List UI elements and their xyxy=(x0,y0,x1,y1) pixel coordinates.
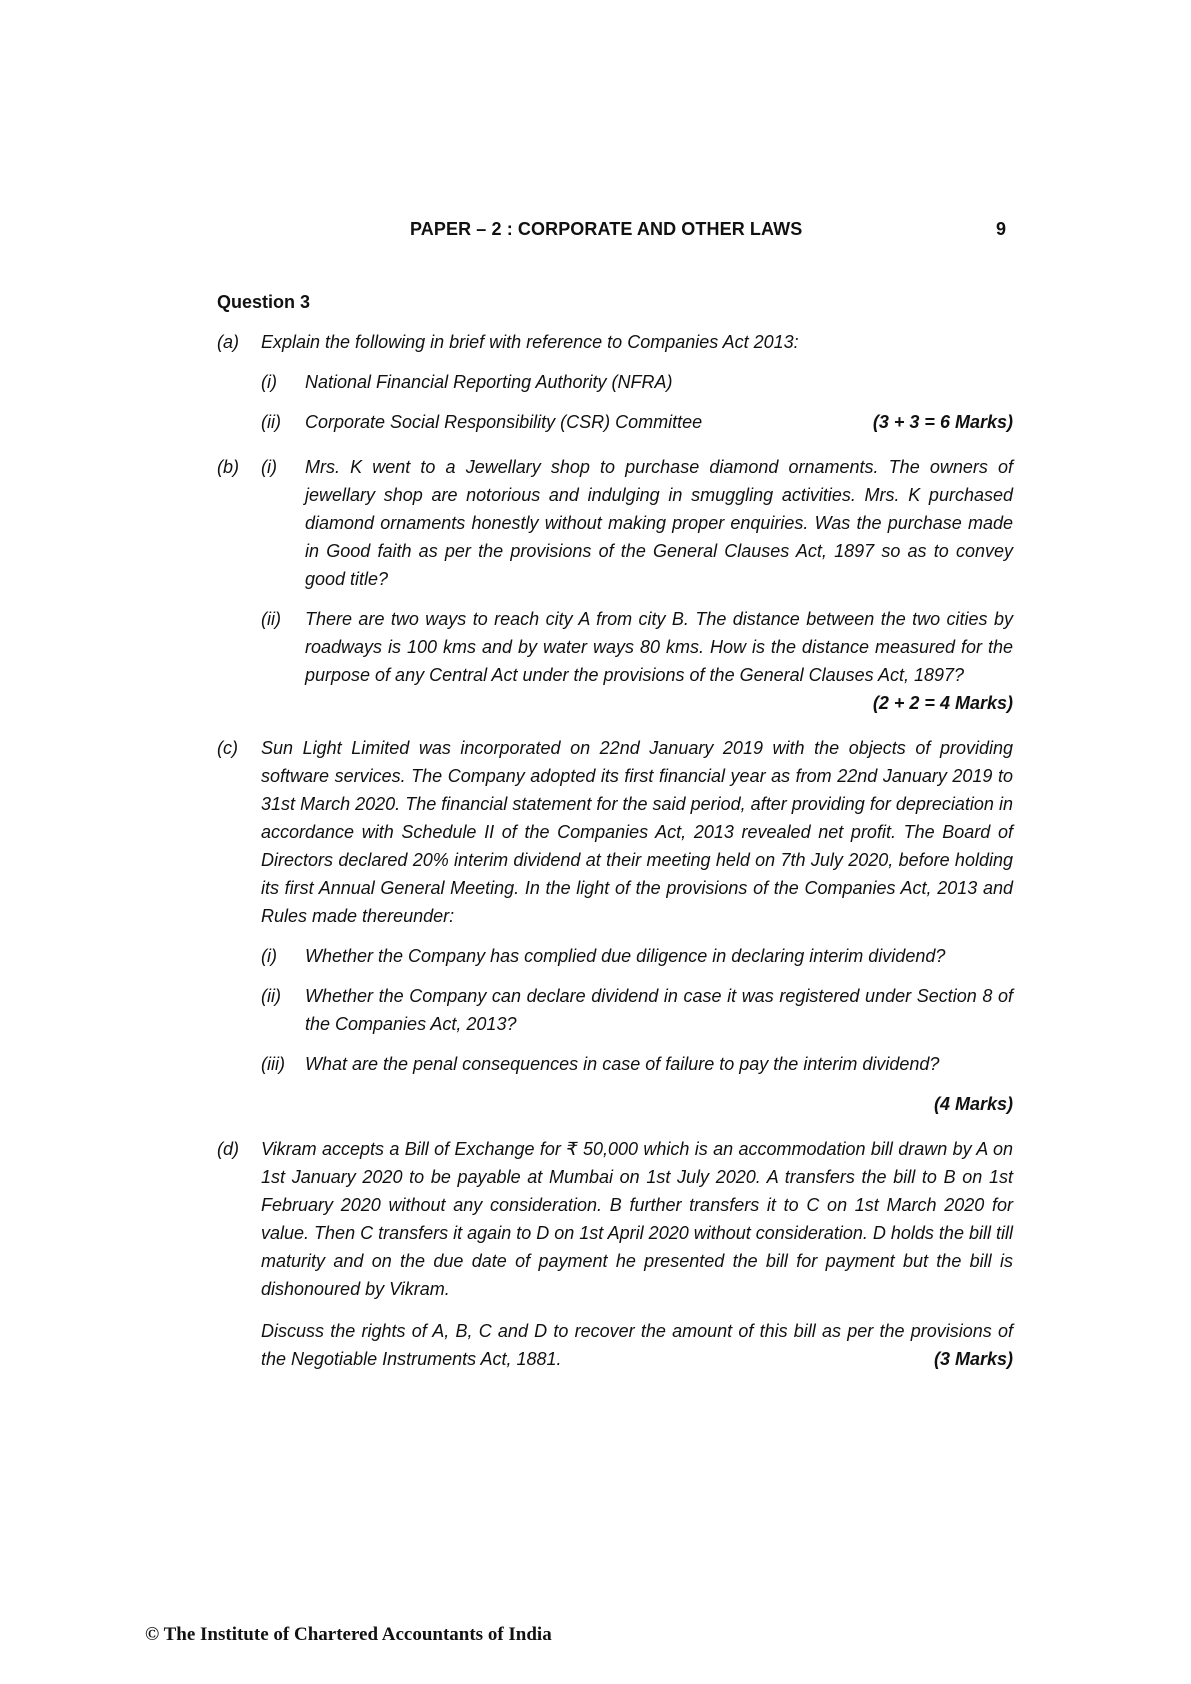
part-a-item-label: (i) xyxy=(261,372,277,392)
part-a-text: Explain the following in brief with reference to Companies Act 2013: xyxy=(261,332,799,352)
question-body xyxy=(217,328,1013,1373)
part-c-item-text: Whether the Company has complied due diligence in declaring interim dividend? xyxy=(305,946,946,966)
footer-copyright: © The Institute of Chartered Accountants of India xyxy=(145,1624,552,1645)
part-b-item-text: Mrs. K went to a Jewellary shop to purchase diamond ornaments. The owners of jewellary shop are notorious and indulging in smuggling activities. Mrs. K purchased diamond ornaments honestly without making proper enquiries. Was the purchase made in Good faith as per the provisions of the General Clauses Act, 1897 so as to convey good title? xyxy=(305,457,1013,589)
part-d-marks: (3 Marks) xyxy=(933,1349,1013,1369)
part-a-item-text: National Financial Reporting Authority (NFRA) xyxy=(305,372,673,392)
part-a-item-text-wrap xyxy=(305,408,1013,436)
part-d-text: Vikram accepts a Bill of Exchange for ₹ 50,000 which is an accommodation bill drawn by A on 1st January 2020 to be payable at Mumbai on 1st July 2020. A transfers the bill to B on 1st February 2020 without any consideration. B further transfers it to C on 1st March 2020 for value. Then C transfers it again to D on 1st April 2020 without consideration. D holds the bill till maturity and on the due date of payment he presented the bill for payment but the bill is dishonoured by Vikram. xyxy=(261,1139,1013,1299)
part-d-text2: Discuss the rights of A, B, C and D to recover the amount of this bill as per the provisions of the Negotiable Instruments Act, 1881. xyxy=(261,1321,1013,1369)
part-c-item-text: Whether the Company can declare dividend in case it was registered under Section 8 of the Companies Act, 2013? xyxy=(305,986,1013,1034)
part-b-item xyxy=(261,605,1013,717)
part-b xyxy=(217,453,1013,593)
part-c xyxy=(217,734,1013,930)
part-b-item xyxy=(261,453,1013,593)
part-c-item-label: (i) xyxy=(261,946,277,966)
part-c-label: (c) xyxy=(217,738,238,758)
part-a-item xyxy=(261,408,1013,436)
part-d xyxy=(217,1135,1013,1303)
part-c-item-label: (ii) xyxy=(261,986,281,1006)
part-b-item-text: There are two ways to reach city A from city B. The distance between the two cities by roadways is 100 kms and by water ways 80 kms. How is the distance measured for the purpose of any Central Act under the provisions of the General Clauses Act, 1897? xyxy=(305,609,1013,685)
part-c-marks: (4 Marks) xyxy=(933,1094,1013,1114)
part-a xyxy=(217,328,1013,356)
part-c-item xyxy=(261,1050,1013,1078)
part-a-item xyxy=(261,368,1013,396)
part-d-continued xyxy=(217,1317,1013,1373)
part-a-label: (a) xyxy=(217,332,239,352)
part-c-text: Sun Light Limited was incorporated on 22nd January 2019 with the objects of providing software services. The Company adopted its first financial year as from 22nd January 2019 to 31st March 2020. The financial statement for the said period, after providing for depreciation in accordance with Schedule II of the Companies Act, 2013 revealed net profit. The Board of Directors declared 20% interim dividend at their meeting held on 7th July 2020, before holding its first Annual General Meeting. In the light of the provisions of the Companies Act, 2013 and Rules made thereunder: xyxy=(261,738,1013,926)
part-d-text2-wrap xyxy=(261,1317,1013,1373)
part-c-item xyxy=(261,942,1013,970)
part-c-item xyxy=(261,982,1013,1038)
part-a-item-text: Corporate Social Responsibility (CSR) Committee xyxy=(305,412,703,432)
part-a-marks: (3 + 3 = 6 Marks) xyxy=(872,412,1013,432)
part-c-item-label: (iii) xyxy=(261,1054,285,1074)
page-header-title: PAPER – 2 : CORPORATE AND OTHER LAWS xyxy=(410,219,803,239)
part-c-item-text: What are the penal consequences in case of failure to pay the interim dividend? xyxy=(305,1054,940,1074)
question-title: Question 3 xyxy=(217,292,311,312)
part-b-item-label: (i) xyxy=(261,457,277,477)
part-b-label: (b) xyxy=(217,457,239,477)
page-number: 9 xyxy=(996,219,1007,239)
part-b-item-text-wrap xyxy=(305,605,1013,717)
part-b-marks: (2 + 2 = 4 Marks) xyxy=(872,693,1013,713)
part-d-label: (d) xyxy=(217,1139,239,1159)
part-a-item-label: (ii) xyxy=(261,412,281,432)
part-b-item-label: (ii) xyxy=(261,609,281,629)
